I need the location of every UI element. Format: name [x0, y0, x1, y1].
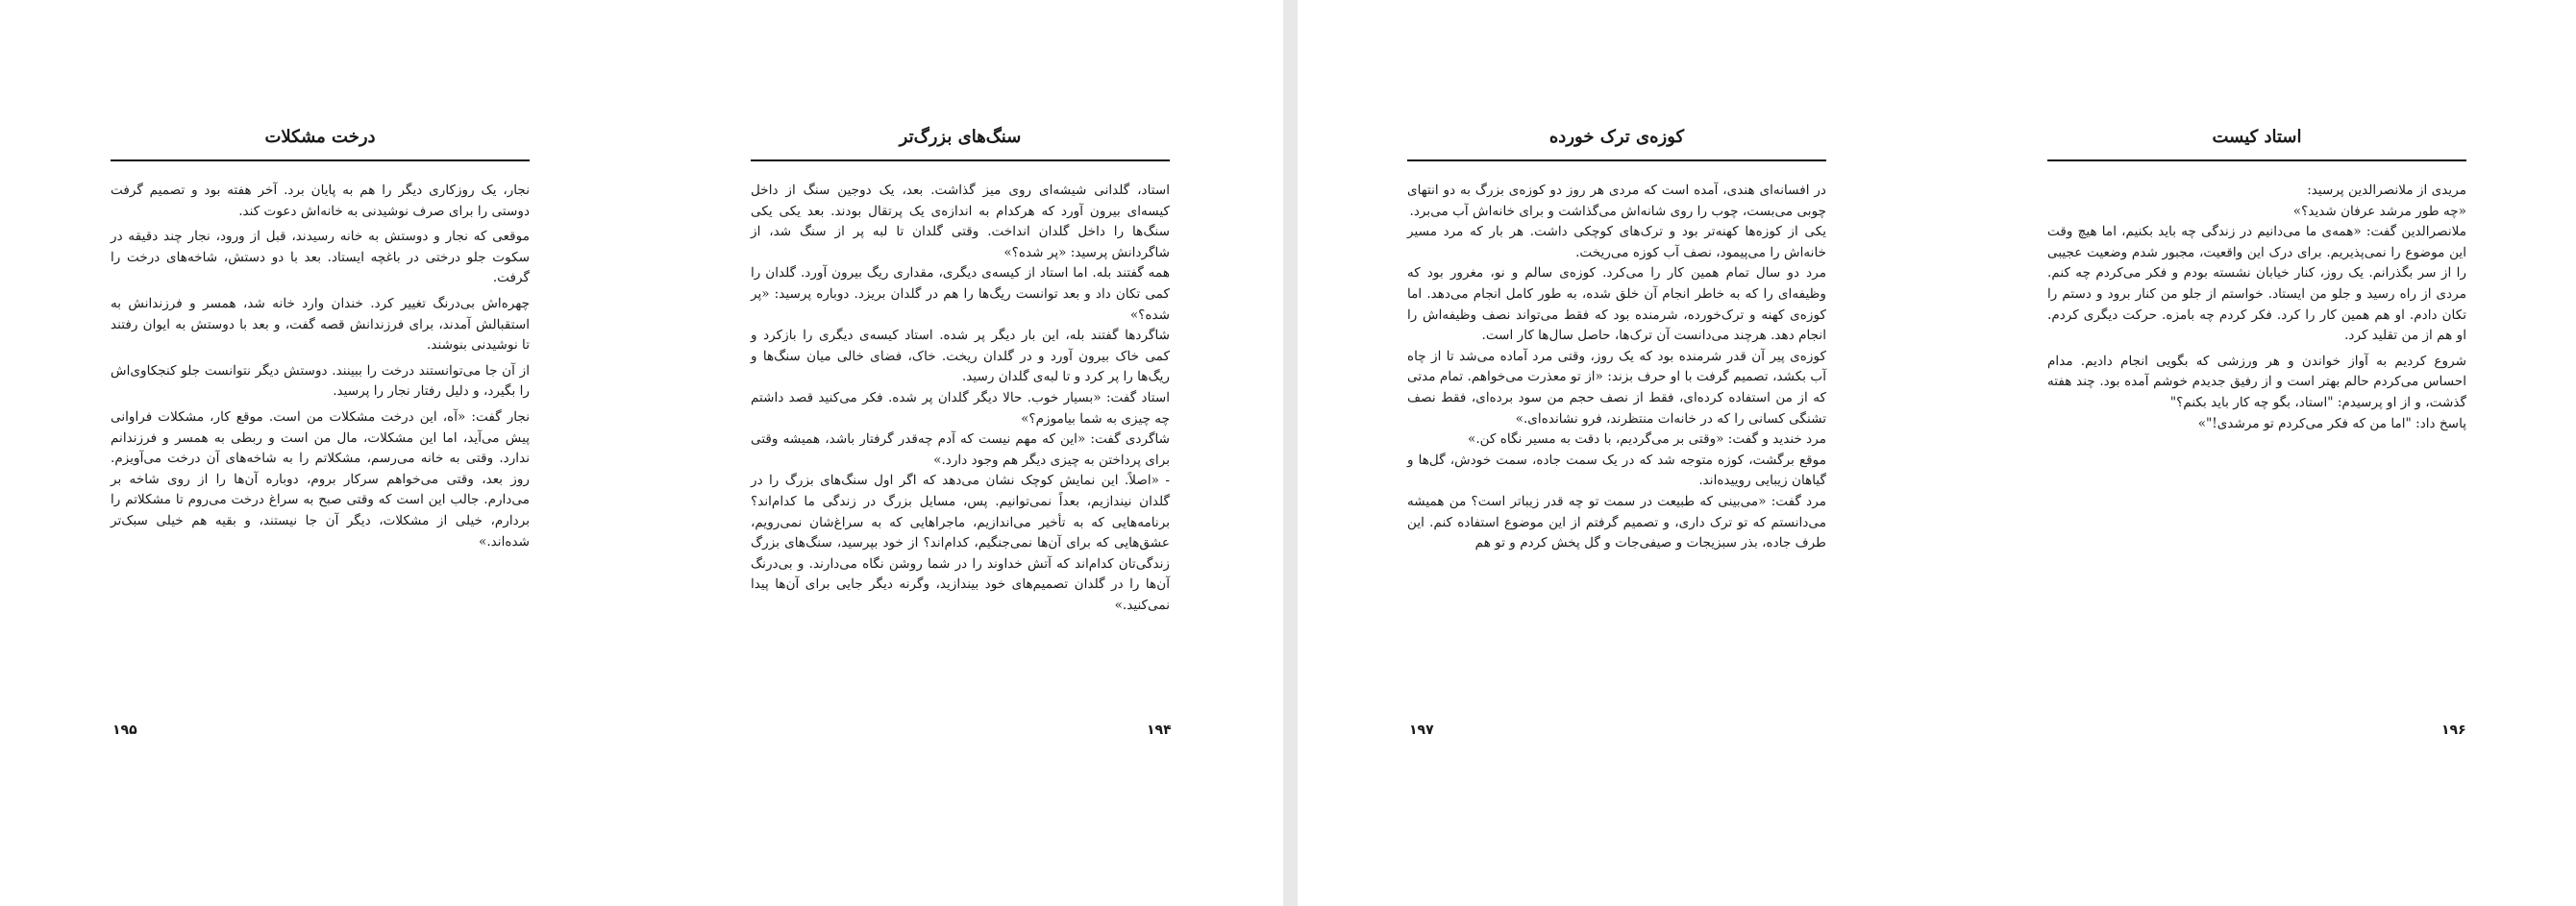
page-header: [2047, 125, 2466, 161]
page-header: [1407, 125, 1826, 161]
page-body: [1407, 181, 1826, 554]
page-number: ۱۹۵: [112, 722, 137, 738]
paragraph: شاگردی گفت: «این که مهم نیست که آدم چه‌قدر گرفتار باشد، همیشه وقتی برای پرداختن به چیزی دیگر هم وجود دارد.»: [751, 431, 1170, 468]
paragraph: شاگردها گفتند بله، این بار دیگر پر شده. استاد کیسه‌ی دیگری را بازکرد و کمی خاک بیرون آورد و در گلدان ریخت. خاک، فضای خالی میان سنگ‌ها و ریگ‌ها را پر کرد و تا لبه‌ی گلدان رسید.: [751, 328, 1170, 385]
paragraph: - «اصلاً. این نمایش کوچک نشان می‌دهد که اگر اول سنگ‌های بزرگ را در گلدان نیندازیم، بعداً نمی‌توانیم. پس، مسایل بزرگ در زندگی ما کدام‌اند؟ برنامه‌هایی که به تأخیر می‌اندازیم، ماجراهایی که به سراغ‌شان نمی‌رویم، عشق‌هایی که برای آن‌ها نمی‌جنگیم، کدام‌اند؟ از خود بپرسید، سنگ‌های بزرگ زندگی‌تان کدام‌اند که آتش خداوند را در شما روشن نگاه می‌دارند. و بی‌درنگ آن‌ها را در گلدان تصمیم‌های خود بیندازید، وگرنه دیگر جایی برای آن‌ها پیدا نمی‌کنید.»: [751, 473, 1170, 613]
paragraph: «چه طور مرشد عرفان شدید؟»: [2292, 203, 2466, 219]
paragraph: یکی از کوزه‌ها کهنه‌تر بود و ترک‌های کوچکی داشت. هر بار که مرد مسیر خانه‌اش را می‌پیمود، نصف آب کوزه می‌ریخت.: [1407, 224, 1826, 260]
page-header: [111, 125, 530, 161]
paragraph: ملانصرالدین گفت: «همه‌ی ما می‌دانیم در زندگی چه باید بکنیم، اما هیچ وقت این موضوع را نمی‌پذیریم. برای درک این واقعیت، مجبور شدم وضعیت عجیبی را از سر بگذرانم. یک روز، کنار خیابان نشسته بودم و فکر می‌کردم چه کنم. مردی از راه رسید و جلو من ایستاد. خواستم از جلو من کنار برود و دستم را تکان دادم. او هم همین کار را کرد. فکر کردم چه بامزه. حرکت دیگری کردم. او هم از من تقلید کرد.: [2047, 224, 2466, 344]
paragraph: مرد گفت: «می‌بینی که طبیعت در سمت تو چه قدر زیباتر است؟ من همیشه می‌دانستم که تو ترک داری، و تصمیم گرفتم از این موضوع استفاده کنم. این طرف جاده، بذر سبزیجات و صیفی‌جات و گل پخش کردم و تو هم: [1407, 493, 1826, 551]
paragraph: مرد خندید و گفت: «وقتی بر می‌گردیم، با دقت به مسیر نگاه کن.»: [1468, 431, 1826, 448]
page-title: کوزه‌ی ترک خورده: [1548, 127, 1685, 147]
page-body: [111, 181, 530, 552]
book-page: [111, 0, 530, 906]
page-title: استاد کیست: [2212, 127, 2302, 147]
paragraph: در افسانه‌ای هندی، آمده است که مردی هر روز دو کوزه‌ی بزرگ به دو انتهای چوبی می‌بست، چوب را روی شانه‌اش می‌گذاشت و برای خانه‌اش آب می‌برد.: [1407, 183, 1826, 219]
book-page: [1407, 0, 1826, 906]
page-title: درخت مشکلات: [264, 127, 376, 147]
paragraph: از آن جا می‌توانستند درخت را ببینند. دوستش دیگر نتوانست جلو کنجکاوی‌اش را بگیرد، و دلیل رفتار نجار را پرسید.: [111, 362, 530, 400]
paragraph: پاسخ داد: "اما من که فکر می‌کردم تو مرشدی!"»: [2197, 415, 2466, 431]
page-title: سنگ‌های بزرگ‌تر: [899, 127, 1022, 147]
book-page: [2047, 0, 2466, 906]
paragraph: نجار، یک روزکاری دیگر را هم به پایان برد. آخر هفته بود و تصمیم گرفت دوستی را برای صرف نوشیدنی به خانه‌اش دعوت کند.: [111, 183, 530, 219]
page-number: ۱۹۶: [2441, 722, 2466, 738]
paragraph: چهره‌اش بی‌درنگ تغییر کرد. خندان وارد خانه شد، همسر و فرزندانش به استقبالش آمدند، برای فرزندانش قصه گفت، و بعد با دوستش به ایوان رفتند تا نوشیدنی بنوشند.: [111, 295, 530, 354]
paragraph: استاد گفت: «بسیار خوب. حالا دیگر گلدان پر شده. فکر می‌کنید قصد داشتم چه چیزی به شما بیاموزم؟»: [751, 389, 1170, 427]
paragraph: نجار گفت: «آه، این درخت مشکلات من است. موقع کار، مشکلات فراوانی پیش می‌آید، اما این مشکلات، مال من است و ربطی به همسر و فرزندانم ندارد. وقتی به خانه می‌رسم، مشکلاتم را به شاخه‌های آن درخت می‌آویزم. روز بعد، وقتی می‌خواهم سرکار بروم، دوباره آن‌ها را از روی شاخه بر می‌دارم. جالب این است که وقتی صبح به سراغ درخت می‌روم تا مشکلاتم را بردارم، خیلی از مشکلات، دیگر آن جا نیستند، و بقیه هم خیلی سبک‌تر شده‌اند.»: [111, 408, 530, 550]
paragraph: همه گفتند بله. اما استاد از کیسه‌ی دیگری، مقداری ریگ بیرون آورد. گلدان را کمی تکان داد و بعد توانست ریگ‌ها را هم در گلدان بریزد. دوباره پرسید: «پر شده؟»: [751, 265, 1170, 323]
paragraph: کوزه‌ی پیر آن قدر شرمنده بود که یک روز، وقتی مرد آماده می‌شد تا از چاه آب بکشد، تصمیم گرفت با او حرف بزند: «از تو معذرت می‌خواهم. تمام مدتی که از من استفاده کرده‌ای، فقط از نصف حجم من سود برده‌ای، فقط نصف تشنگی کسانی را که در خانه‌ات منتظرند، فرو نشانده‌ای.»: [1407, 348, 1826, 427]
paragraph: مرد دو سال تمام همین کار را می‌کرد. کوزه‌ی سالم و نو، مغرور بود که وظیفه‌ای را که به خاطر انجام آن خلق شده، به طور کامل انجام می‌دهد. اما کوزه‌ی کهنه و ترک‌خورده، شرمنده بود که فقط می‌تواند نصف وظیفه‌اش را انجام دهد. هرچند می‌دانست آن ترک‌ها، حاصل سال‌ها کار است.: [1407, 265, 1826, 344]
page-body: [751, 181, 1170, 616]
book-spread-right: [1298, 0, 2576, 906]
book-spread-left: [0, 0, 1283, 906]
paragraph: استاد، گلدانی شیشه‌ای روی میز گذاشت. بعد، یک دوجین سنگ از داخل کیسه‌ای بیرون آورد که هرکدام به اندازه‌ی یک پرتقال بودند. بعد یکی یکی سنگ‌ها را داخل گلدان انداخت. وقتی گلدان تا لبه پر از سنگ شد، از شاگردانش پرسید: «پر شده؟»: [751, 183, 1170, 260]
page-number: ۱۹۴: [1147, 722, 1172, 738]
page-number: ۱۹۷: [1409, 722, 1434, 738]
paragraph: شروع کردیم به آواز خواندن و هر ورزشی که بگویی انجام دادیم. مدام احساس می‌کردم حالم بهتر است و از رفیق جدیدم خوشم آمده بود. چند هفته گذشت، و از او پرسیدم: "استاد، بگو چه کار باید بکنم؟": [2047, 353, 2466, 410]
paragraph: موقعی که نجار و دوستش به خانه رسیدند، قبل از ورود، نجار چند دقیقه در سکوت جلو درختی در باغچه ایستاد. بعد با دو دستش، شاخه‌های درخت را گرفت.: [111, 229, 530, 286]
page-header: [751, 125, 1170, 161]
paragraph: موقع برگشت، کوزه متوجه شد که در یک سمت جاده، سمت خودش، گل‌ها و گیاهان زیبایی روییده‌اند.: [1407, 452, 1826, 489]
book-page: [751, 0, 1170, 906]
spread-divider: [1283, 0, 1298, 906]
paragraph: مریدی از ملانصرالدین پرسید:: [2307, 183, 2466, 198]
page-body: [2047, 181, 2466, 434]
